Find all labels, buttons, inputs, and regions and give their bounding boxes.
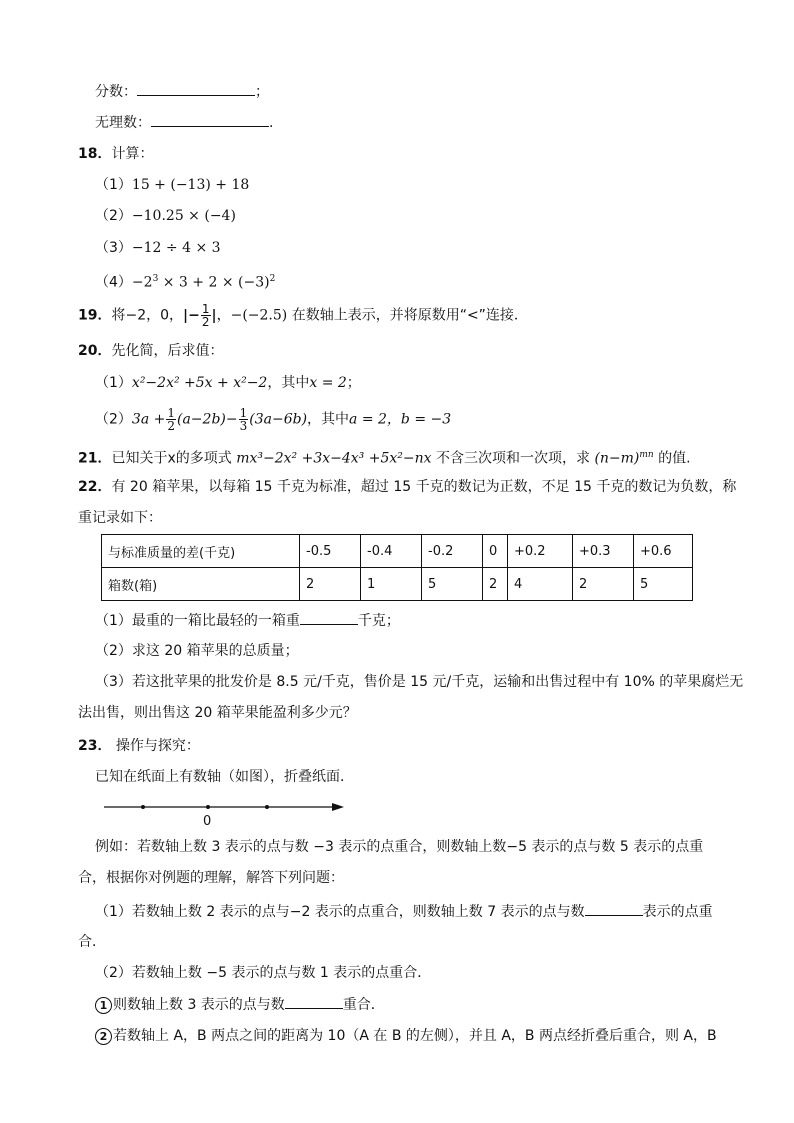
question-23-heading: 23． 操作与探究： [78,738,200,754]
question-22-line-2: 重记录如下： [78,510,162,526]
table-header-cell: 与标准质量的差(千克) [102,535,300,568]
weight-record-table [101,534,693,601]
q22-sub-1-blank[interactable] [300,610,358,625]
table-cell: +0.2 [508,535,573,568]
table-cell: 5 [422,568,483,601]
q23-example-line-1: 例如：若数轴上数 3 表示的点与数 −3 表示的点重合，则数轴上数−5 表示的点与数 5 表示的点重 [95,839,704,855]
q22-sub-3-line-2: 法出售，则出售这 20 箱苹果能盈利多少元？ [78,705,357,721]
table-cell: 2 [573,568,634,601]
arrow-head-icon [332,803,344,811]
table-header-cell: 箱数(箱) [102,568,300,601]
question-number: 23． [78,738,112,754]
question-20-heading: 20．先化简，后求值： [78,343,224,359]
table-cell: 0 [483,535,508,568]
table-cell: 5 [634,568,693,601]
q18-item-2: （2）−10.25 × (−4) [95,208,236,224]
q18-item-4: $(4)-2^3 \times 3 + 2 \times (-3)^2$ [95,274,276,291]
table-row [102,535,693,568]
q20-item-2: （2）3a + $\frac{1}{2}$ (a−2b)− $\frac{1}{3}$ (3a−6b)，其中a = 2，b = −3 [95,406,452,433]
axis-point [141,805,145,809]
circled-number-1: 1 [95,997,112,1014]
table-cell: +0.3 [573,535,634,568]
question-number: 20． [78,343,112,359]
q23-intro: 已知在纸面上有数轴（如图），折叠纸面． [95,769,354,785]
q22-sub-2: （2）求这 20 箱苹果的总质量； [95,643,299,659]
q20-item-1: （1）x²−2x² +5x + x²−2，其中x = 2； [95,375,361,391]
irrational-blank[interactable] [151,112,269,127]
q18-item-1: （1）15 + (−13) + 18 [95,177,250,193]
question-18-heading: 18．计算： [78,146,154,162]
question-19: 19．将−2，0，|− $\frac{1}{2}$ |，−(−2.5) 在数轴上表示，并将原数用“<”连接． [78,302,528,329]
fraction-one-half: $\frac{1}{2}$ [201,302,210,329]
table-cell: 4 [508,568,573,601]
axis-point [265,805,269,809]
q18-item-3: （3）−12 ÷ 4 × 3 [95,240,221,256]
q23-sub-2: （2）若数轴上数 −5 表示的点与数 1 表示的点重合． [95,965,432,981]
irrational-answer-line: 无理数： . [95,112,273,133]
q23-sub-1-blank[interactable] [585,901,643,916]
question-number: 19． [78,307,112,324]
number-line-figure [100,797,350,829]
table-cell: -0.4 [361,535,422,568]
q23-sub-2-part-2: 2 若数轴上 A，B 两点之间的距离为 10（A 在 B 的左侧），并且 A，B 两点经折叠后重合，则 A，B [95,1026,717,1046]
q22-sub-3-line-1: （3）若这批苹果的批发价是 8.5 元/千克，售价是 15 元/千克，运输和出售过程中有 10% 的苹果腐烂无 [95,674,744,690]
q23-sub-2-part-1: 1 则数轴上数 3 表示的点与数 重合． [95,994,385,1015]
circled-number-2: 2 [95,1028,112,1045]
q22-sub-1: （1）最重的一箱比最轻的一箱重 千克； [95,610,400,631]
table-cell: 2 [483,568,508,601]
q23-example-line-2: 合，根据你对例题的理解，解答下列问题： [78,870,344,886]
table-cell: -0.2 [422,535,483,568]
fraction-answer-line: 分数： ； [95,81,269,102]
question-number: 22． [78,479,112,495]
q23-sub-1-line-2: 合． [78,934,106,950]
irrational-label: 无理数： [95,115,151,131]
fraction-one-half: $\frac{1}{2}$ [167,406,175,433]
question-number: 18． [78,146,112,162]
table-cell: 1 [361,568,422,601]
table-row [102,568,693,601]
axis-zero-label: 0 [203,814,212,829]
question-21: 21．已知关于x的多项式 mx³−2x² +3x−4x³ +5x²−nx 不含三次项和一次项，求 $(n-m)^{mn}$ 的值. [78,450,691,467]
fraction-label: 分数： [95,84,137,100]
table-cell: 2 [300,568,361,601]
axis-point-origin [206,805,210,809]
table-cell: +0.6 [634,535,693,568]
table-cell: -0.5 [300,535,361,568]
fraction-one-third: $\frac{1}{3}$ [239,406,248,433]
fraction-blank[interactable] [137,81,255,96]
question-number: 21． [78,450,112,467]
question-22-line-1: 22．有 20 箱苹果，以每箱 15 千克为标准，超过 15 千克的数记为正数，不足 15 千克的数记为负数，称 [78,479,737,495]
q23-circ1-blank[interactable] [285,994,343,1009]
q23-sub-1: （1）若数轴上数 2 表示的点与−2 表示的点重合，则数轴上数 7 表示的点与数 表示的点重 [95,901,713,922]
